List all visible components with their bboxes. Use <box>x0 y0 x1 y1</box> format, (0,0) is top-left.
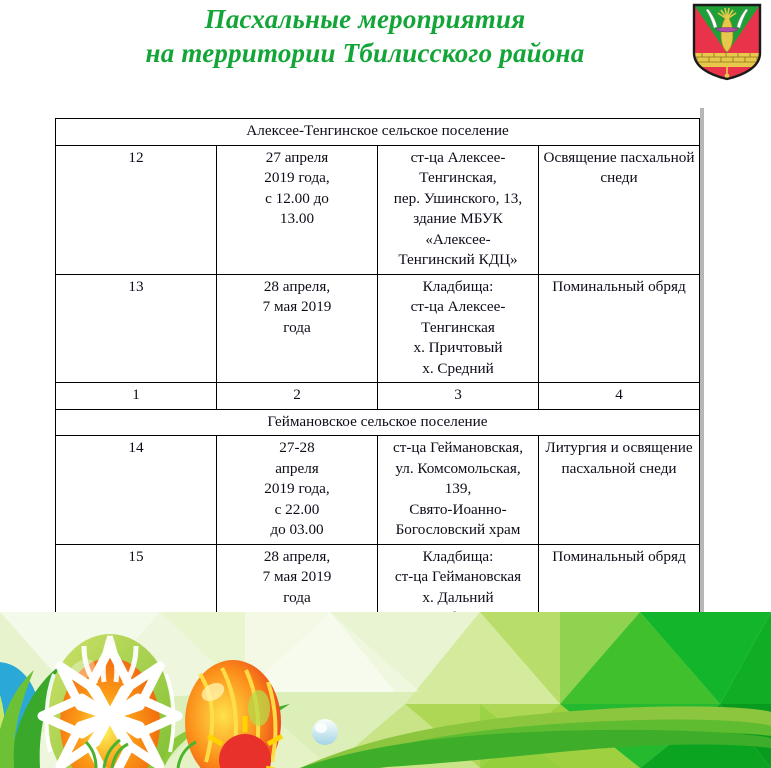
row-date: 27-28 апреля 2019 года, с 22.00 до 03.00 <box>217 436 378 545</box>
table-row <box>56 274 700 383</box>
row-place: ст-ца Алексее- Тенгинская, пер. Ушинского, 13, здание МБУК «Алексее- Тенгинский КДЦ» <box>378 145 539 274</box>
schedule-table <box>55 118 700 633</box>
row-place: Кладбища: ст-ца Алексее-Тенгинская х. Причтовый х. Средний <box>378 274 539 383</box>
row-number: 13 <box>56 274 217 383</box>
row-place: ст-ца Геймановская, ул. Комсомольская, 139, Свято-Иоанно- Богословский храм <box>378 436 539 545</box>
table-row <box>56 145 700 274</box>
deco-triangle-field <box>0 612 771 768</box>
row-date: 28 апреля, 7 мая 2019 года <box>217 544 378 632</box>
page-title-line-2: на территории Тбилисского района <box>145 38 585 68</box>
column-number-3: 3 <box>378 383 539 410</box>
column-number-row <box>56 383 700 410</box>
column-number-4: 4 <box>539 383 700 410</box>
row-event: Поминальный обряд <box>539 274 700 383</box>
table-section-header-row <box>56 119 700 146</box>
schedule-table-body <box>56 119 700 633</box>
row-number: 14 <box>56 436 217 545</box>
row-number: 15 <box>56 544 217 632</box>
table-row <box>56 436 700 545</box>
easter-decoration-banner <box>0 612 771 768</box>
coat-of-arms-icon <box>692 3 762 81</box>
row-number: 12 <box>56 145 217 274</box>
page-title <box>60 2 670 70</box>
section-heading-alekseye-tenginskoye: Алексее-Тенгинское сельское поселение <box>56 119 700 146</box>
row-event: Поминальный обряд <box>539 544 700 632</box>
row-date: 28 апреля, 7 мая 2019 года <box>217 274 378 383</box>
section-heading-geymanovskoye: Геймановское сельское поселение <box>56 409 700 436</box>
row-event: Литургия и освящение пасхальной снеди <box>539 436 700 545</box>
column-number-1: 1 <box>56 383 217 410</box>
row-place: Кладбища: ст-ца Геймановская х. Дальний <box>378 544 539 632</box>
page-title-line-1: Пасхальные мероприятия <box>204 4 526 34</box>
row-date: 27 апреля 2019 года, с 12.00 до 13.00 <box>217 145 378 274</box>
table-section-header-row <box>56 409 700 436</box>
row-event: Освящение пасхальной снеди <box>539 145 700 274</box>
content-panel <box>10 104 700 622</box>
water-drop-icon <box>312 719 338 745</box>
column-number-2: 2 <box>217 383 378 410</box>
